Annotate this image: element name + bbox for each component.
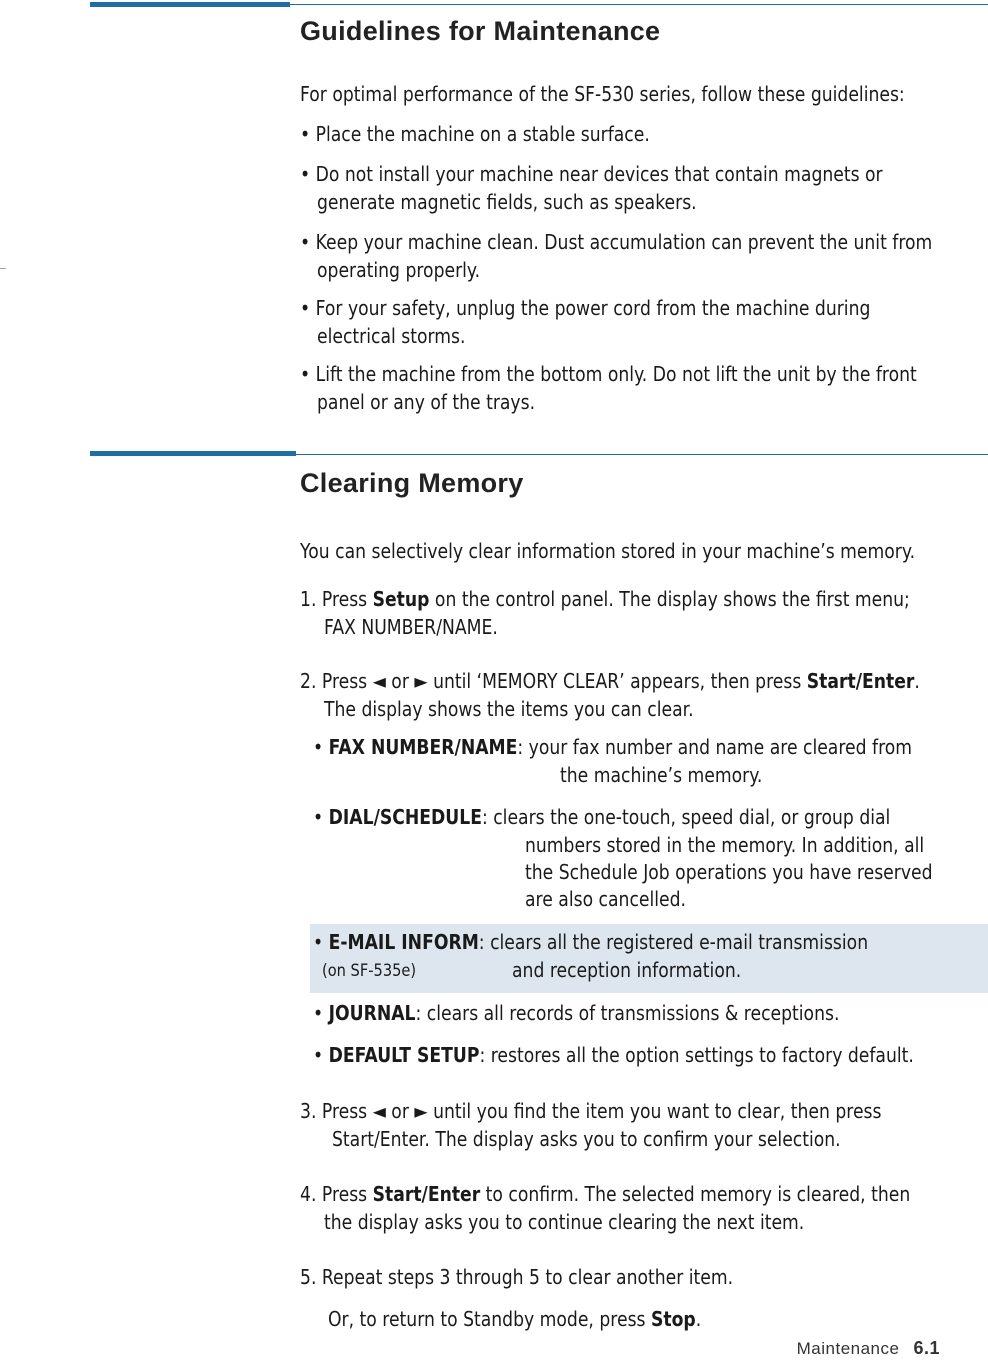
step-2-cont: The display shows the items you can clear. (324, 697, 694, 721)
guideline-item-cont: operating properly. (317, 258, 481, 282)
guideline-item: • For your safety, unplug the power cord from the machine during (300, 296, 871, 320)
margin-mark (0, 268, 6, 269)
step-3: 3. Press ◄ or ► until you find the item you want to clear, then press (300, 1099, 882, 1123)
step-1: 1. Press Setup on the control panel. The display shows the first menu; (300, 587, 910, 611)
item-journal: • JOURNAL: clears all records of transmissions & receptions. (313, 1001, 840, 1025)
step-3-cont: Start/Enter. The display asks you to confirm your selection. (332, 1127, 841, 1151)
page-footer (797, 1338, 940, 1359)
guideline-item-cont: generate magnetic fields, such as speakers. (317, 190, 697, 214)
section-title-clearing-memory: Clearing Memory (300, 468, 524, 498)
item-dial-desc-cont: numbers stored in the memory. In addition, all (525, 833, 925, 857)
item-email-inform: • E-MAIL INFORM: clears all the registered e-mail transmission (313, 930, 869, 954)
guideline-item: • Place the machine on a stable surface. (300, 122, 650, 146)
step-4-cont: the display asks you to continue clearing the next item. (324, 1210, 805, 1234)
item-email-desc-cont: and reception information. (512, 958, 742, 982)
step-5-alt: Or, to return to Standby mode, press Stop. (328, 1307, 702, 1331)
step-1-cont: FAX NUMBER/NAME. (324, 615, 498, 639)
item-dial-desc-cont: the Schedule Job operations you have reserved (525, 860, 933, 884)
item-email-note: (on SF-535e) (322, 961, 417, 981)
page-number: 6.1 (913, 1338, 940, 1358)
item-dial-desc-cont: are also cancelled. (525, 887, 687, 911)
item-fax-desc-cont: the machine’s memory. (560, 763, 763, 787)
item-dial-schedule: • DIAL/SCHEDULE: clears the one-touch, speed dial, or group dial (313, 805, 891, 829)
guideline-item: • Lift the machine from the bottom only. Do not lift the unit by the front (300, 362, 917, 386)
guidelines-intro: For optimal performance of the SF-530 series, follow these guidelines: (300, 82, 905, 106)
guideline-item-cont: panel or any of the trays. (317, 390, 536, 414)
step-2: 2. Press ◄ or ► until ‘MEMORY CLEAR’ appears, then press Start/Enter. (300, 669, 920, 693)
item-default-setup: • DEFAULT SETUP: restores all the option settings to factory default. (313, 1043, 914, 1067)
guideline-item: • Do not install your machine near devices that contain magnets or (300, 162, 883, 186)
section-rule-thin (290, 4, 988, 5)
guideline-item-cont: electrical storms. (317, 324, 466, 348)
clearing-intro: You can selectively clear information stored in your machine’s memory. (300, 539, 916, 563)
footer-section: Maintenance (796, 1339, 900, 1358)
section-rule-thick (90, 451, 296, 456)
section-rule-thick (90, 2, 290, 7)
step-5: 5. Repeat steps 3 through 5 to clear another item. (300, 1265, 734, 1289)
item-fax-number-name: • FAX NUMBER/NAME: your fax number and name are cleared from (313, 735, 913, 759)
step-4: 4. Press Start/Enter to confirm. The selected memory is cleared, then (300, 1182, 911, 1206)
guideline-item: • Keep your machine clean. Dust accumulation can prevent the unit from (300, 230, 933, 254)
section-title-guidelines: Guidelines for Maintenance (300, 16, 661, 46)
section-rule-thin (296, 454, 988, 455)
